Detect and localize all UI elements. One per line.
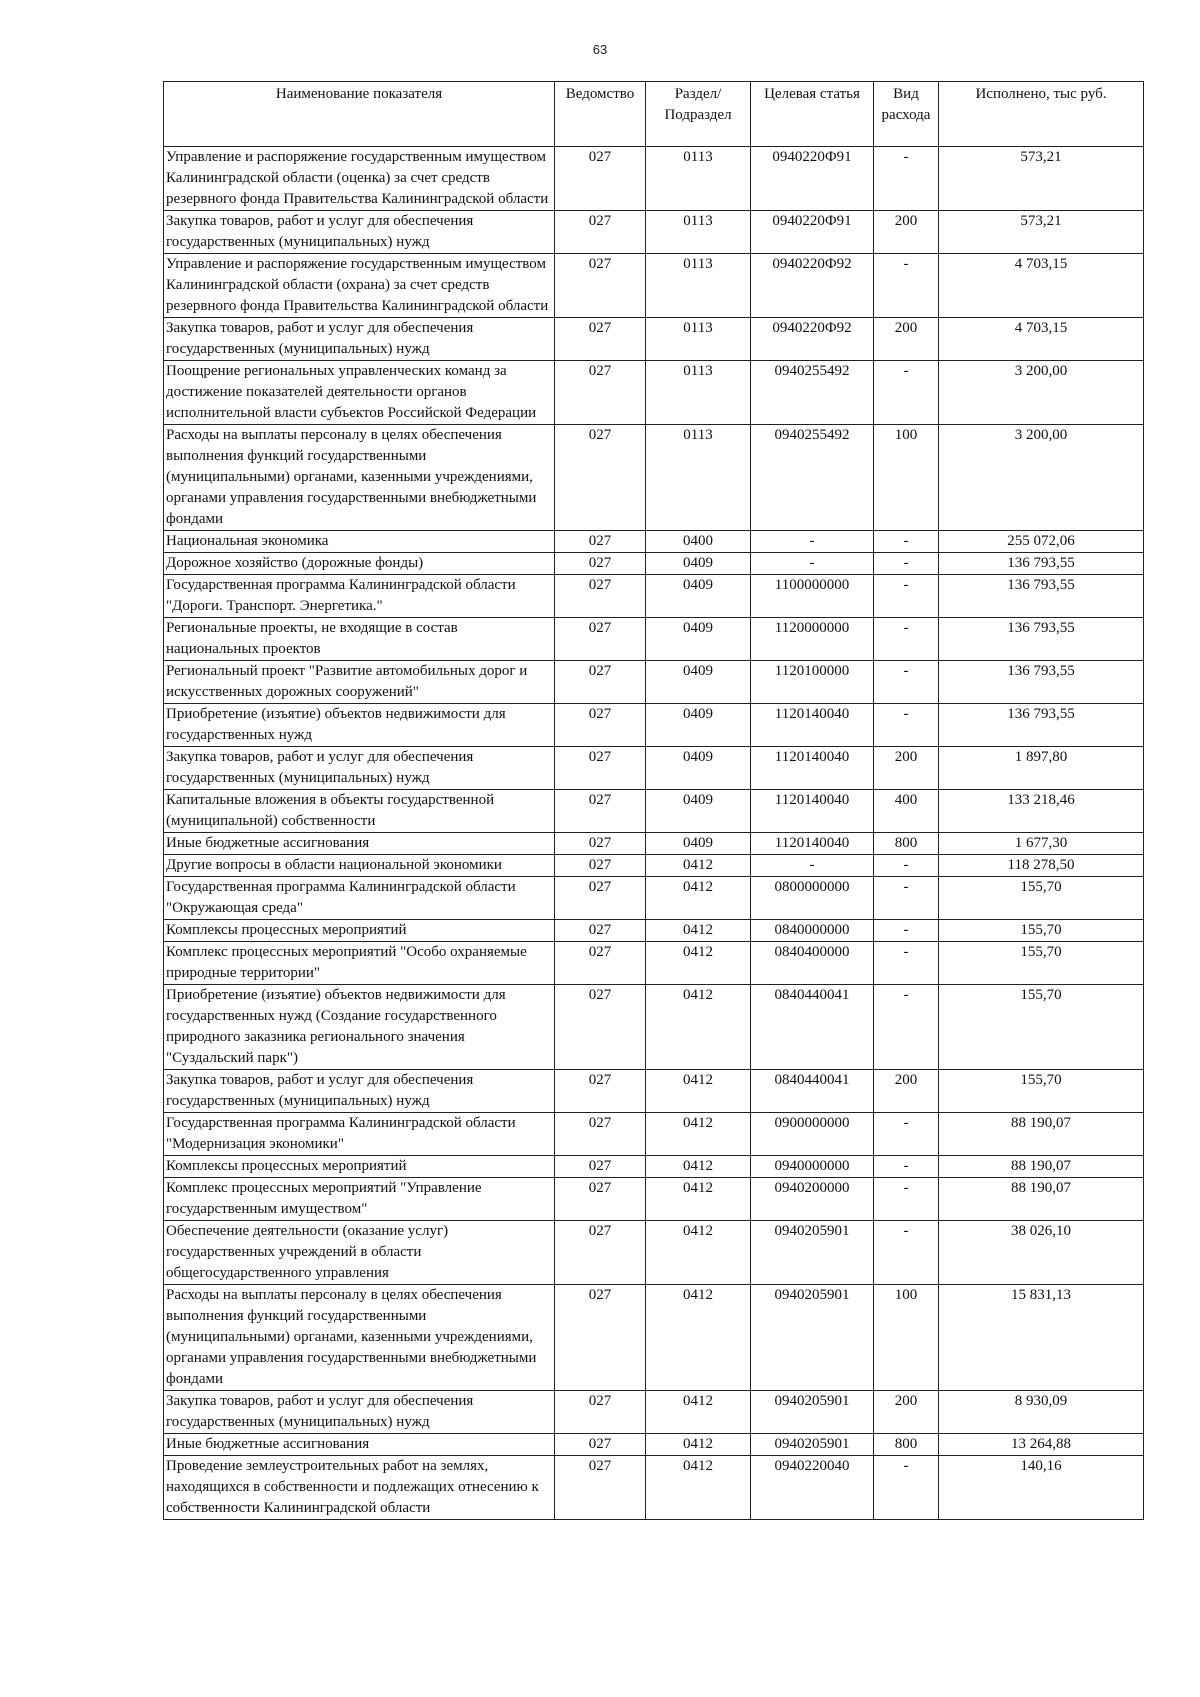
cell-department: 027	[555, 618, 646, 661]
cell-kind: -	[874, 147, 939, 211]
cell-amount: 573,21	[939, 211, 1144, 254]
cell-kind: -	[874, 553, 939, 575]
cell-kind: 200	[874, 747, 939, 790]
cell-department: 027	[555, 704, 646, 747]
cell-section: 0412	[646, 855, 751, 877]
header-department: Ведомство	[555, 82, 646, 147]
cell-target: -	[751, 553, 874, 575]
cell-section: 0412	[646, 877, 751, 920]
cell-amount: 88 190,07	[939, 1156, 1144, 1178]
cell-department: 027	[555, 942, 646, 985]
cell-kind: 400	[874, 790, 939, 833]
header-name: Наименование показателя	[164, 82, 555, 147]
cell-amount: 136 793,55	[939, 553, 1144, 575]
cell-department: 027	[555, 1113, 646, 1156]
cell-kind: -	[874, 254, 939, 318]
cell-section: 0409	[646, 575, 751, 618]
cell-target: 0940205901	[751, 1285, 874, 1391]
table-row	[164, 425, 1144, 531]
table-row	[164, 790, 1144, 833]
cell-target: 1120140040	[751, 833, 874, 855]
cell-name: Расходы на выплаты персоналу в целях обеспечения выполнения функций государственными (муниципальными) органами, казенными учреждениями, органами управления государственными внебюджетными фондами	[164, 425, 555, 531]
cell-section: 0113	[646, 147, 751, 211]
table-row	[164, 1285, 1144, 1391]
cell-section: 0113	[646, 425, 751, 531]
cell-department: 027	[555, 553, 646, 575]
cell-target: 1100000000	[751, 575, 874, 618]
cell-target: 0840440041	[751, 985, 874, 1070]
cell-name: Поощрение региональных управленческих команд за достижение показателей деятельности органов исполнительной власти субъектов Российской Федерации	[164, 361, 555, 425]
cell-name: Расходы на выплаты персоналу в целях обеспечения выполнения функций государственными (муниципальными) органами, казенными учреждениями, органами управления государственными внебюджетными фондами	[164, 1285, 555, 1391]
cell-amount: 155,70	[939, 985, 1144, 1070]
cell-amount: 88 190,07	[939, 1113, 1144, 1156]
cell-department: 027	[555, 790, 646, 833]
cell-target: 1120140040	[751, 790, 874, 833]
cell-name: Обеспечение деятельности (оказание услуг) государственных учреждений в области общегосударственного управления	[164, 1221, 555, 1285]
cell-section: 0412	[646, 1456, 751, 1520]
cell-target: 1120140040	[751, 704, 874, 747]
cell-name: Иные бюджетные ассигнования	[164, 1434, 555, 1456]
table-row	[164, 211, 1144, 254]
table-row	[164, 942, 1144, 985]
cell-target: 0940220Ф92	[751, 318, 874, 361]
cell-name: Национальная экономика	[164, 531, 555, 553]
cell-target: 0840000000	[751, 920, 874, 942]
header-section: Раздел/ Подраздел	[646, 82, 751, 147]
cell-kind: -	[874, 575, 939, 618]
header-kind: Вид расхода	[874, 82, 939, 147]
cell-department: 027	[555, 1221, 646, 1285]
cell-section: 0113	[646, 318, 751, 361]
cell-section: 0113	[646, 254, 751, 318]
cell-section: 0412	[646, 1434, 751, 1456]
cell-kind: -	[874, 361, 939, 425]
cell-amount: 118 278,50	[939, 855, 1144, 877]
header-amount: Исполнено, тыс руб.	[939, 82, 1144, 147]
cell-name: Проведение землеустроительных работ на землях, находящихся в собственности и подлежащих отнесению к собственности Калининградской области	[164, 1456, 555, 1520]
cell-kind: -	[874, 1456, 939, 1520]
cell-department: 027	[555, 1070, 646, 1113]
cell-department: 027	[555, 211, 646, 254]
table-header-row	[164, 82, 1144, 147]
cell-department: 027	[555, 985, 646, 1070]
cell-amount: 155,70	[939, 877, 1144, 920]
cell-kind: 200	[874, 1391, 939, 1434]
table-body	[164, 147, 1144, 1520]
cell-section: 0409	[646, 618, 751, 661]
cell-kind: 200	[874, 318, 939, 361]
table-row	[164, 1113, 1144, 1156]
budget-table	[163, 81, 1144, 1520]
cell-target: 0940220Ф91	[751, 211, 874, 254]
cell-amount: 1 897,80	[939, 747, 1144, 790]
table-row	[164, 704, 1144, 747]
cell-amount: 1 677,30	[939, 833, 1144, 855]
cell-department: 027	[555, 1285, 646, 1391]
table-row	[164, 855, 1144, 877]
cell-name: Государственная программа Калининградской области "Дороги. Транспорт. Энергетика."	[164, 575, 555, 618]
cell-target: 0940000000	[751, 1156, 874, 1178]
cell-kind: -	[874, 877, 939, 920]
cell-kind: -	[874, 985, 939, 1070]
cell-section: 0113	[646, 361, 751, 425]
cell-amount: 88 190,07	[939, 1178, 1144, 1221]
cell-target: 1120140040	[751, 747, 874, 790]
cell-amount: 15 831,13	[939, 1285, 1144, 1391]
cell-department: 027	[555, 1156, 646, 1178]
cell-amount: 3 200,00	[939, 361, 1144, 425]
cell-target: 0940220040	[751, 1456, 874, 1520]
table-row	[164, 147, 1144, 211]
cell-section: 0412	[646, 1070, 751, 1113]
cell-section: 0412	[646, 1285, 751, 1391]
cell-name: Региональный проект "Развитие автомобильных дорог и искусственных дорожных сооружений"	[164, 661, 555, 704]
cell-kind: -	[874, 1156, 939, 1178]
cell-target: 0940205901	[751, 1221, 874, 1285]
page-number: 63	[592, 42, 608, 57]
table-row	[164, 618, 1144, 661]
cell-amount: 4 703,15	[939, 318, 1144, 361]
table-row	[164, 1156, 1144, 1178]
cell-amount: 8 930,09	[939, 1391, 1144, 1434]
cell-amount: 136 793,55	[939, 661, 1144, 704]
cell-name: Закупка товаров, работ и услуг для обеспечения государственных (муниципальных) нужд	[164, 1391, 555, 1434]
cell-kind: -	[874, 855, 939, 877]
cell-amount: 136 793,55	[939, 575, 1144, 618]
cell-amount: 136 793,55	[939, 618, 1144, 661]
cell-target: 0940200000	[751, 1178, 874, 1221]
cell-section: 0412	[646, 1391, 751, 1434]
cell-kind: -	[874, 1221, 939, 1285]
cell-department: 027	[555, 661, 646, 704]
cell-amount: 155,70	[939, 1070, 1144, 1113]
table-row	[164, 833, 1144, 855]
cell-target: 0940255492	[751, 425, 874, 531]
cell-target: 0840440041	[751, 1070, 874, 1113]
cell-kind: -	[874, 920, 939, 942]
cell-amount: 4 703,15	[939, 254, 1144, 318]
cell-section: 0412	[646, 1178, 751, 1221]
cell-section: 0412	[646, 1156, 751, 1178]
cell-department: 027	[555, 254, 646, 318]
cell-section: 0409	[646, 747, 751, 790]
table-row	[164, 1070, 1144, 1113]
cell-target: 0940220Ф91	[751, 147, 874, 211]
cell-department: 027	[555, 833, 646, 855]
cell-amount: 155,70	[939, 942, 1144, 985]
cell-amount: 13 264,88	[939, 1434, 1144, 1456]
cell-name: Комплекс процессных мероприятий "Особо охраняемые природные территории"	[164, 942, 555, 985]
cell-name: Комплексы процессных мероприятий	[164, 920, 555, 942]
table-row	[164, 1434, 1144, 1456]
cell-department: 027	[555, 1456, 646, 1520]
cell-kind: 100	[874, 1285, 939, 1391]
cell-department: 027	[555, 425, 646, 531]
table-row	[164, 661, 1144, 704]
cell-section: 0412	[646, 942, 751, 985]
cell-name: Закупка товаров, работ и услуг для обеспечения государственных (муниципальных) нужд	[164, 1070, 555, 1113]
cell-section: 0409	[646, 553, 751, 575]
cell-section: 0412	[646, 920, 751, 942]
cell-name: Комплекс процессных мероприятий "Управление государственным имуществом"	[164, 1178, 555, 1221]
cell-department: 027	[555, 531, 646, 553]
cell-kind: -	[874, 1178, 939, 1221]
cell-section: 0409	[646, 790, 751, 833]
cell-department: 027	[555, 318, 646, 361]
table-row	[164, 1456, 1144, 1520]
cell-department: 027	[555, 1391, 646, 1434]
header-target: Целевая статья	[751, 82, 874, 147]
cell-target: 0900000000	[751, 1113, 874, 1156]
cell-name: Региональные проекты, не входящие в состав национальных проектов	[164, 618, 555, 661]
cell-section: 0113	[646, 211, 751, 254]
cell-name: Закупка товаров, работ и услуг для обеспечения государственных (муниципальных) нужд	[164, 747, 555, 790]
cell-name: Капитальные вложения в объекты государственной (муниципальной) собственности	[164, 790, 555, 833]
cell-target: -	[751, 531, 874, 553]
cell-amount: 155,70	[939, 920, 1144, 942]
cell-department: 027	[555, 747, 646, 790]
cell-target: 0940205901	[751, 1434, 874, 1456]
cell-kind: 800	[874, 833, 939, 855]
cell-kind: 200	[874, 1070, 939, 1113]
table-row	[164, 361, 1144, 425]
table-row	[164, 1178, 1144, 1221]
cell-kind: -	[874, 618, 939, 661]
cell-department: 027	[555, 1178, 646, 1221]
cell-section: 0412	[646, 1221, 751, 1285]
cell-amount: 3 200,00	[939, 425, 1144, 531]
cell-section: 0400	[646, 531, 751, 553]
cell-name: Приобретение (изъятие) объектов недвижимости для государственных нужд	[164, 704, 555, 747]
cell-name: Управление и распоряжение государственным имуществом Калининградской области (охрана) за счет средств резервного фонда Правительства Калининградской области	[164, 254, 555, 318]
cell-department: 027	[555, 855, 646, 877]
cell-name: Дорожное хозяйство (дорожные фонды)	[164, 553, 555, 575]
cell-name: Государственная программа Калининградской области "Окружающая среда"	[164, 877, 555, 920]
cell-amount: 136 793,55	[939, 704, 1144, 747]
cell-amount: 140,16	[939, 1456, 1144, 1520]
cell-section: 0412	[646, 1113, 751, 1156]
cell-kind: -	[874, 531, 939, 553]
table-row	[164, 877, 1144, 920]
cell-department: 027	[555, 1434, 646, 1456]
cell-target: 0800000000	[751, 877, 874, 920]
table-row	[164, 985, 1144, 1070]
table-row	[164, 747, 1144, 790]
cell-amount: 573,21	[939, 147, 1144, 211]
cell-amount: 38 026,10	[939, 1221, 1144, 1285]
cell-kind: 200	[874, 211, 939, 254]
cell-target: 0840400000	[751, 942, 874, 985]
cell-section: 0409	[646, 661, 751, 704]
cell-department: 027	[555, 361, 646, 425]
cell-department: 027	[555, 920, 646, 942]
cell-kind: 800	[874, 1434, 939, 1456]
cell-kind: 100	[874, 425, 939, 531]
table-row	[164, 1391, 1144, 1434]
cell-kind: -	[874, 661, 939, 704]
cell-name: Закупка товаров, работ и услуг для обеспечения государственных (муниципальных) нужд	[164, 318, 555, 361]
cell-target: 0940220Ф92	[751, 254, 874, 318]
cell-name: Управление и распоряжение государственным имуществом Калининградской области (оценка) за счет средств резервного фонда Правительства Калининградской области	[164, 147, 555, 211]
cell-section: 0409	[646, 704, 751, 747]
table-row	[164, 553, 1144, 575]
table-row	[164, 920, 1144, 942]
cell-name: Комплексы процессных мероприятий	[164, 1156, 555, 1178]
cell-name: Другие вопросы в области национальной экономики	[164, 855, 555, 877]
cell-target: 1120000000	[751, 618, 874, 661]
table-row	[164, 531, 1144, 553]
cell-amount: 133 218,46	[939, 790, 1144, 833]
cell-section: 0409	[646, 833, 751, 855]
table-row	[164, 1221, 1144, 1285]
cell-target: 1120100000	[751, 661, 874, 704]
cell-name: Государственная программа Калининградской области "Модернизация экономики"	[164, 1113, 555, 1156]
cell-section: 0412	[646, 985, 751, 1070]
table-row	[164, 575, 1144, 618]
cell-department: 027	[555, 877, 646, 920]
cell-name: Приобретение (изъятие) объектов недвижимости для государственных нужд (Создание государственного природного заказника регионального значения "Суздальский парк")	[164, 985, 555, 1070]
cell-name: Закупка товаров, работ и услуг для обеспечения государственных (муниципальных) нужд	[164, 211, 555, 254]
cell-department: 027	[555, 575, 646, 618]
cell-kind: -	[874, 1113, 939, 1156]
cell-target: 0940255492	[751, 361, 874, 425]
cell-target: -	[751, 855, 874, 877]
cell-name: Иные бюджетные ассигнования	[164, 833, 555, 855]
cell-amount: 255 072,06	[939, 531, 1144, 553]
cell-kind: -	[874, 704, 939, 747]
cell-kind: -	[874, 942, 939, 985]
cell-department: 027	[555, 147, 646, 211]
table-row	[164, 254, 1144, 318]
table-row	[164, 318, 1144, 361]
cell-target: 0940205901	[751, 1391, 874, 1434]
